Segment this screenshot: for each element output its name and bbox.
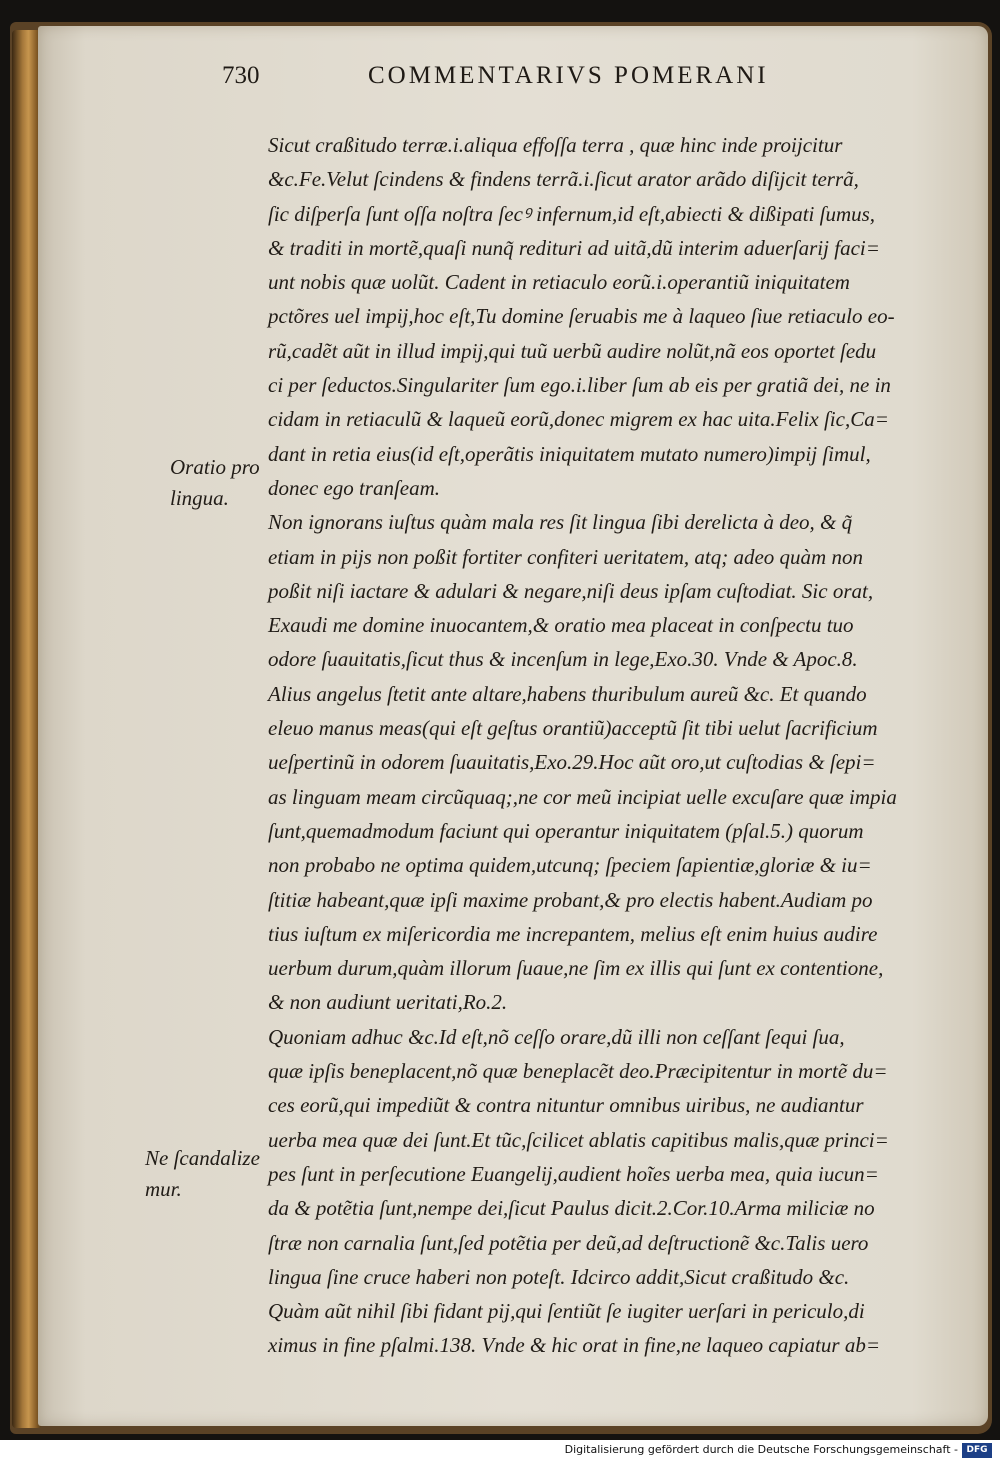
text-line: uerbum durum,quàm illorum ſuaue,ne ſim ex illis qui ſunt ex contentione, xyxy=(268,956,884,981)
text-line: &c.Fe.Velut ſcindens & findens terrã.i.ſicut arator arãdo diſijcit terrã, xyxy=(268,167,859,192)
text-line: as linguam meam circũquaq;,ne cor meũ incipiat uelle excuſare quæ impia xyxy=(268,784,897,809)
digitization-footer xyxy=(0,1440,1000,1462)
marginal-note-oratio xyxy=(170,452,260,514)
text-line: unt nobis quæ uolũt. Cadent in retiaculo eorũ.i.operantiũ iniquitatem xyxy=(268,270,850,295)
text-line: Quàm aũt nihil ſibi fidant pij,qui ſentiũt ſe iugiter uerſari in periculo,di xyxy=(268,1299,865,1324)
text-line: ſunt,quemadmodum faciunt qui operantur iniquitatem (pſal.5.) quorum xyxy=(268,818,864,843)
text-line: uerba mea quæ dei ſunt.Et tũc,ſcilicet ablatis capitibus malis,quæ princi= xyxy=(268,1127,889,1152)
text-line: ſtitiæ habeant,quæ ipſi maxime probant,& pro electis habent.Audiam po xyxy=(268,887,873,912)
body-text xyxy=(268,128,940,1363)
text-line: tius iuſtum ex miſericordia me increpantem, melius eſt enim huius audire xyxy=(268,921,878,946)
text-line: pctõres uel impij,hoc eſt,Tu domine ſeruabis me à laqueo ſiue retiaculo eo- xyxy=(268,304,895,329)
text-line: non probabo ne optima quidem,utcunq; ſpeciem ſapientiæ,gloriæ & iu= xyxy=(268,853,872,878)
page-number: 730 xyxy=(222,62,260,89)
text-line: Sicut craßitudo terræ.i.aliqua effoſſa terra , quæ hinc inde proijcitur xyxy=(268,133,843,157)
text-line: ueſpertinũ in odorem ſuauitatis,Exo.29.Hoc aũt oro,ut cuſtodias & ſepi= xyxy=(268,750,876,775)
text-line: ſic diſperſa ſunt oſſa noſtra ſecꝰ infernum,id eſt,abiecti & dißipati ſumus, xyxy=(268,201,876,226)
dfg-logo: DFG xyxy=(962,1443,992,1458)
text-line: Alius angelus ſtetit ante altare,habens thuribulum aureũ &c. Et quando xyxy=(268,681,867,706)
marginal-line: Oratio pro xyxy=(170,455,260,479)
text-line: ximus in fine pſalmi.138. Vnde & hic orat in fine,ne laqueo capiatur ab= xyxy=(268,1333,881,1358)
running-head: COMMENTARIVS POMERANI xyxy=(368,62,769,89)
marginal-note-scandalize xyxy=(145,1143,260,1205)
text-line: & non audiunt ueritati,Ro.2. xyxy=(268,990,508,1015)
paragraph xyxy=(268,1020,940,1363)
text-line: odore ſuauitatis,ſicut thus & incenſum in lege,Exo.30. Vnde & Apoc.8. xyxy=(268,647,858,672)
text-line: quæ ipſis beneplacent,nõ quæ beneplacẽt deo.Præcipitentur in mortẽ du= xyxy=(268,1059,888,1084)
paragraph xyxy=(268,505,940,1019)
text-line: ci per ſeductos.Singulariter ſum ego.i.liber ſum ab eis per gratiã dei, ne in xyxy=(268,373,891,398)
text-line: etiam in pijs non poßit fortiter confiteri ueritatem, atq; adeo quàm non xyxy=(268,544,863,569)
text-line: Non ignorans iuſtus quàm mala res ſit lingua ſibi derelicta à deo, & q̃ xyxy=(268,510,853,535)
text-line: Quoniam adhuc &c.Id eſt,nõ ceſſo orare,dũ illi non ceſſant ſequi ſua, xyxy=(268,1024,845,1049)
marginal-line: mur. xyxy=(145,1177,182,1201)
marginal-line: Ne ſcandalize xyxy=(145,1146,260,1170)
text-line: da & potẽtia ſunt,nempe dei,ſicut Paulus dicit.2.Cor.10.Arma miliciæ no xyxy=(268,1196,875,1221)
paragraph xyxy=(268,128,940,505)
text-line: donec ego tranſeam. xyxy=(268,475,441,500)
text-line: dant in retia eius(id eſt,operãtis iniquitatem mutato numero)impij ſimul, xyxy=(268,441,871,466)
text-line: Exaudi me domine inuocantem,& oratio mea placeat in conſpectu tuo xyxy=(268,613,854,638)
marginal-line: lingua. xyxy=(170,486,229,510)
text-line: rũ,cadẽt aũt in illud impij,qui tuũ uerbũ audire nolũt,nã eos oportet ſedu xyxy=(268,338,877,363)
text-line: ces eorũ,qui impediũt & contra nituntur omnibus uiribus, ne audiantur xyxy=(268,1093,864,1118)
text-line: pes ſunt in perſecutione Euangelij,audient hoĩes uerba mea, quia iucun= xyxy=(268,1161,879,1186)
text-line: & traditi in mortẽ,quaſi nunq̃ redituri ad uitã,dũ interim aduerſarij faci= xyxy=(268,235,880,260)
text-line: lingua ſine cruce haberi non poteſt. Idcirco addit,Sicut craßitudo &c. xyxy=(268,1264,850,1289)
page-header xyxy=(0,62,1000,102)
text-line: poßit niſi iactare & adulari & negare,niſi deus ipſam cuſtodiat. Sic orat, xyxy=(268,578,874,603)
text-line: ſtræ non carnalia ſunt,ſed potẽtia per deũ,ad deſtructionẽ &c.Talis uero xyxy=(268,1230,869,1255)
text-line: eleuo manus meas(qui eſt geſtus orantiũ)acceptũ ſit tibi uelut ſacrificium xyxy=(268,716,878,741)
funding-credit: Digitalisierung gefördert durch die Deutsche Forschungsgemeinschaft - xyxy=(564,1443,958,1456)
text-line: cidam in retiaculũ & laqueũ eorũ,donec migrem ex hac uita.Felix ſic,Ca= xyxy=(268,407,889,432)
